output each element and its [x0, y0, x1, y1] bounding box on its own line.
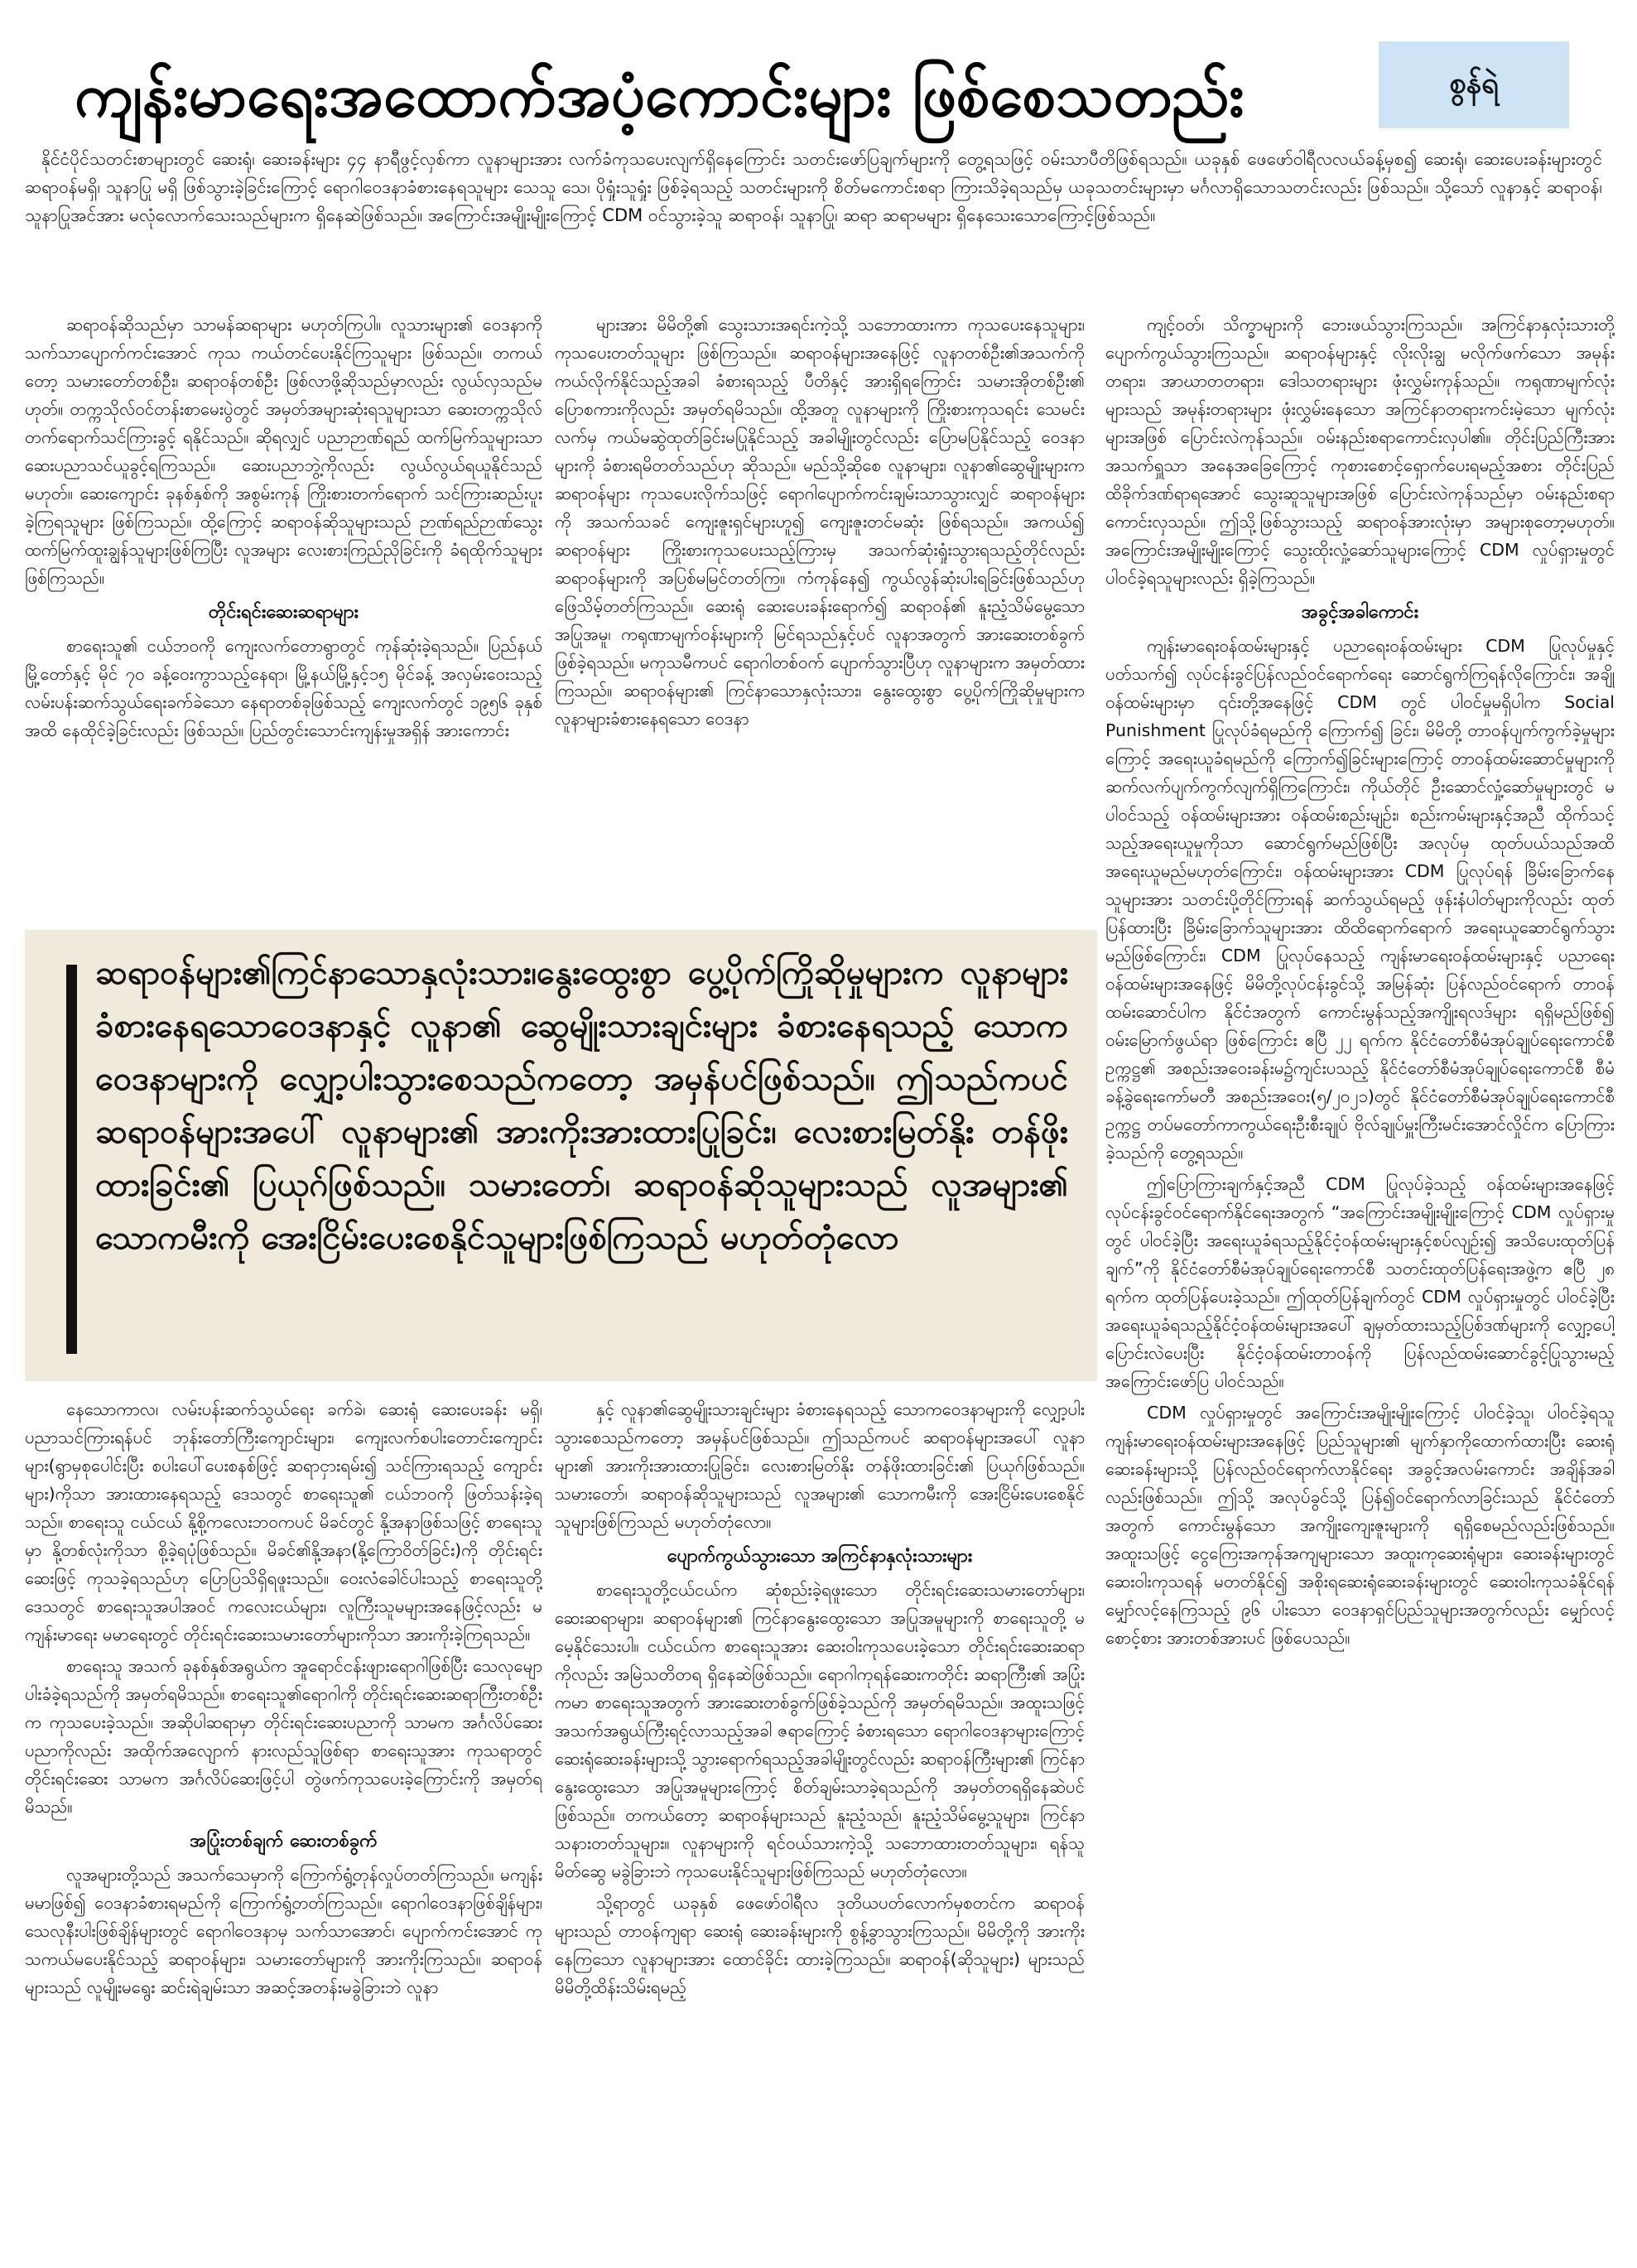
body-paragraph: နှင့် လူနာ၏ဆွေမျိုးသားချင်းများ ခံစားနေရသည့် သောကဝေဒနာများကို လျှော့ပါးသွားစေသည်ကတော့ အမှန်ပင်ဖြစ်သည်။ ဤသည်ကပင် ဆရာဝန်များအပေါ် လူနာများ၏ အားကိုးအားထားပြုခြင်း၊ လေးစားမြတ်နိုး တန်ဖိုးထားခြင်း၏ ပြယုဂ်ဖြစ်သည်။ သမားတော်၊ ဆရာဝန်ဆိုသူများသည် လူအများ၏ သောကမီးကို အေးငြိမ်းပေးစေနိုင်သူများဖြစ်ကြသည် မဟုတ်တုံလော။: [555, 1399, 1085, 1532]
section-heading: တိုင်းရင်းဆေးဆရာများ: [208, 602, 359, 623]
pull-quote-bar: [66, 965, 77, 1354]
body-paragraph: စာရေးသူတို့ငယ်ငယ်က ဆုံစည်းခဲ့ရဖူးသော တိုင်းရင်းဆေးသမားတော်များ၊ ဆေးဆရာများ၊ ဆရာဝန်များ၏ ကြင်နာနွေးထွေးသော အပြုအမူများကို စာရေးသူတို့ မမေ့နိုင်သေးပါ။ ငယ်ငယ်က စာရေးသူအား ဆေးဝါးကုသပေးခဲ့သော တိုင်းရင်းဆေးဆရာကိုလည်း အမြဲသတိတရ ရှိနေဆဲဖြစ်သည်။ ရောဂါကုရန်ဆေးကတိုင်း ဆရာကြီး၏ အပြုံးကမာ စာရေးသူအတွက် အားဆေးတစ်ခွက်ဖြစ်ခဲ့သည်ကို အမှတ်ရမိသည်။ အထူးသဖြင့် အသက်အရွယ်ကြီးရင့်လာသည့်အခါ ဇရာကြောင့် ခံစားရသော ရောဂါဝေဒနာများကြောင့် ဆေးရုံဆေးခန်းများသို့ သွားရောက်ရသည့်အခါမျိုးတွင်လည်း ဆရာဝန်ကြီးများ၏ ကြင်နာနွေးထွေးသော အပြုအမူများကြောင့် စိတ်ချမ်းသာခဲ့ရသည်ကို အမှတ်တရရှိနေဆဲပင်ဖြစ်သည်။ တကယ်တော့ ဆရာဝန်များသည် နူးညံ့သည်၊ နူးညံ့သိမ်မွေ့သူများ၊ ကြင်နာသနားတတ်သူများ။ လူနာများကို ရင်ဝယ်သားကဲ့သို့ သဘောထားတတ်သူများ၊ ရန်သူ မိတ်ဆွေ မခွဲခြားဘဲ ကုသပေးနိုင်သူများဖြစ်ကြသည် မဟုတ်တုံလော။: [555, 1580, 1085, 1881]
body-paragraph: လူအများတို့သည် အသက်သေမှာကို ကြောက်ရွံ့တုန်လှုပ်တတ်ကြသည်။ မကျန်းမမာဖြစ်၍ ဝေဒနာခံစားရမည်ကို ကြောက်ရွံ့တတ်ကြသည်။ ရောဂါဝေဒနာဖြစ်ချိန်များ၊ သေလုနီးပါးဖြစ်ချိန်များတွင် ရောဂါဝေဒနာမှ သက်သာအောင်၊ ပျောက်ကင်းအောင် ကုသကယ်မပေးနိုင်သည့် ဆရာဝန်များ၊ သမားတော်များကို အားကိုးကြသည်။ ဆရာဝန်များသည် လူမျိုးမရွေး ဆင်းရဲချမ်းသာ အဆင့်အတန်းမခွဲခြားဘဲ လူနာ: [25, 1865, 542, 1997]
body-paragraph: သို့ရာတွင် ယခုနှစ် ဖေဖော်ဝါရီလ ဒုတိယပတ်လောက်မှစတင်က ဆရာဝန်များသည် တာဝန်ကျရာ ဆေးရုံ ဆေးခန်းများကို စွန့်ခွာသွားကြသည်။ မိမိတို့ကို အားကိုးနေကြသော လူနာများအား ထောင်ခိုင်း ထားခဲ့ကြသည်။ ဆရာဝန်(ဆိုသူများ) များသည် မိမိတို့ထိန်းသိမ်းရမည့်: [555, 1893, 1085, 1997]
column-2-bottom: [555, 1395, 1085, 2252]
body-paragraph: နေသောကာလ၊ လမ်းပန်းဆက်သွယ်ရေး ခက်ခဲ၊ ဆေးရုံ ဆေးပေးခန်း မရှိ၊ ပညာသင်ကြားရန်ပင် ဘုန်းတော်ကြီးကျောင်းများ၊ ကျေးလက်စပါးတောင်းကျောင်းများ(ရွာမှစုပေါင်းပြီး စပါးပေါ်ပေးစနစ်ဖြင့် ဆရာငှားရမ်း၍ သင်ကြားရသည့် ကျောင်းများ)ကိုသာ အားထားနေရသည့် ဒေသတွင် စာရေးသူ၏ ငယ်ဘဝကို ဖြတ်သန်းခဲ့ရသည်။ စာရေးသူ ငယ်ငယ် နို့စို့ကလေးဘဝကပင် မိခင်တွင် နို့အနာဖြစ်သဖြင့် စာရေးသူမှာ နို့တစ်လုံးကိုသာ စို့ခဲ့ရပုံဖြစ်သည်။ မိခင်၏နို့အနာ(နို့ကြောဝိတ်ခြင်း)ကို တိုင်းရင်းဆေးဖြင့် ကုသခဲ့ရသည်ဟု ပြောပြသိရှိရဖူးသည်။ ဝေးလံခေါင်ပါးသည့် စာရေးသူတို့ဒေသတွင် စာရေးသူအပါအဝင် ကလေးငယ်များ၊ လူကြီးသူမများအနေဖြင့်လည်း မကျန်းမာရေး မမာရေးတွင် တိုင်းရင်းဆေးသမားတော်များကိုသာ အားကိုးခဲ့ကြရသည်။: [25, 1399, 542, 1644]
body-paragraph: CDM လှုပ်ရှားမှုတွင် အကြောင်းအမျိုးမျိုးကြောင့် ပါဝင်ခဲ့သူ၊ ပါဝင်ခဲ့ရသူ ကျန်းမာရေးဝန်ထမ်းများအနေဖြင့် ပြည်သူများ၏ မျက်နှာကိုထောက်ထားပြီး ဆေးရုံ ဆေးခန်းများသို့ ပြန်လည်ဝင်ရောက်လာနိုင်ရေး အခွင့်အလမ်းကောင်း အချိန်အခါလည်းဖြစ်သည်။ ဤသို့ အလုပ်ခွင်သို့ ပြန်၍ဝင်ရောက်လာခြင်းသည် နိုင်ငံတော်အတွက် ကောင်းမွန်သော အကျိုးကျေးဇူးများကို ရရှိစေမည်လည်းဖြစ်သည်။ အထူးသဖြင့် ငွေကြေးအကုန်အကျများသော အထူးကုဆေးရုံများ၊ ဆေးခန်းများတွင် ဆေးဝါးကုသရန် မတတ်နိုင်၍ အစိုးရဆေးရုံဆေးခန်းများတွင် ဆေးဝါးကုသခံနိုင်ရန် မျှော်လင့်နေကြသည့် ၉၆ ပါးသော ဝေဒနာရှင်ပြည်သူများအတွက်လည်း မျှော်လင့်စောင့်စား အားတစ်အားပင် ဖြစ်ပေသည်။: [1105, 1403, 1615, 1648]
column-1-bottom: [25, 1395, 542, 2252]
body-paragraph: ဤပြောကြားချက်နှင့်အညီ CDM ပြုလုပ်ခဲ့သည့် ဝန်ထမ်းများအနေဖြင့် လုပ်ငန်းခွင်ဝင်ရောက်နိုင်ရေးအတွက် “အကြောင်းအမျိုးမျိုးကြောင့် CDM လှုပ်ရှားမှုတွင် ပါဝင်ခဲ့ပြီး အရေးယူခံရသည့်နိုင်ငံ့ဝန်ထမ်းများနှင့်စပ်လျဉ်း၍ အသိပေးထုတ်ပြန်ချက်”ကို နိုင်ငံတော်စီမံအုပ်ချုပ်ရေးကောင်စီ သတင်းထုတ်ပြန်ရေးအဖွဲ့က ဧပြီ ၂၈ ရက်က ထုတ်ပြန်ပေးခဲ့သည်။ ဤထုတ်ပြန်ချက်တွင် CDM လှုပ်ရှားမှုတွင် ပါဝင်ခဲ့ပြီး အရေးယူခံရသည့်နိုင်ငံ့ဝန်ထမ်းများအပေါ် ချမှတ်ထားသည့်ပြစ်ဒဏ်များကို လျှော့ပေါ့ပြောင်းလဲပေးပြီး နိုင်ငံ့ဝန်ထမ်းတာဝန်ကို ပြန်လည်ထမ်းဆောင်ခွင့်ပြုသွားမည့် အကြောင်းဖော်ပြ ပါဝင်သည်။: [1105, 1174, 1615, 1391]
body-paragraph: ကျင့်ဝတ်၊ သိက္ခာများကို ဘေးဖယ်သွားကြသည်။ အကြင်နာနှလုံးသားတို့ ပျောက်ကွယ်သွားကြသည်။ ဆရာဝန်များနှင့် လိုးလိုးချွ မလိုက်ဖက်သော အမုန်းတရား၊ အာဃာတတရား၊ ဒေါသတရားများ ဖုံးလွှမ်းကုန်သည်။ ကရုဏာမျက်လုံးများသည် အမုန်းတရားများ ဖုံးလွှမ်းနေသော အကြင်နာတရားကင်းမဲ့သော မျက်လုံးများအဖြစ် ပြောင်းလဲကုန်သည်။ ဝမ်းနည်းစရာကောင်းလှပါ၏။ တိုင်းပြည်ကြီးအား အသက်ရှူသာ အနေအခြေကြောင့် ကုစားစောင့်ရှောက်ပေးရမည့်အစား တိုင်းပြည် ထိခိုက်ဒဏ်ရာရအောင် သွေးဆူသူများအဖြစ် ပြောင်းလဲကုန်သည်မှာ ဝမ်းနည်းစရာကောင်းလှသည်။ ဤသို့ဖြစ်သွားသည့် ဆရာဝန်အားလုံးမှာ အများစုတော့မဟုတ်။ အကြောင်းအမျိုးမျိုးကြောင့် သွေးထိုးလှုံ့ဆော်သူများကြောင့် CDM လှုပ်ရှားမှုတွင် ပါဝင်ခဲ့ရသူများလည်း ရှိခဲ့ကြသည်။: [1105, 315, 1615, 588]
author-byline: စွန်ရဲ: [1379, 41, 1569, 128]
article-title: ကျန်းမာရေးအထောက်အပံ့ကောင်းများ ဖြစ်စေသတည်း: [75, 60, 1245, 130]
body-paragraph: စာရေးသူ အသက် ခုနစ်နှစ်အရွယ်က အူရောင်ငန်းဖျားရောဂါဖြစ်ပြီး သေလုမျောပါးခံခဲ့ရသည်ကို အမှတ်ရမိသည်။ စာရေးသူ၏ရောဂါကို တိုင်းရင်းဆေးဆရာကြီးတစ်ဦးက ကုသပေးခဲ့သည်။ အဆိုပါဆရာမှာ တိုင်းရင်းဆေးပညာကို သာမက အင်္ဂလိပ်ဆေးပညာကိုလည်း အထိုက်အလျောက် နားလည်သူဖြစ်ရာ စာရေးသူအား ကုသရာတွင် တိုင်းရင်းဆေး သာမက အင်္ဂလိပ်ဆေးဖြင့်ပါ တွဲဖက်ကုသပေးခဲ့ကြောင်းကို အမှတ်ရမိသည်။: [25, 1656, 542, 1817]
section-heading: အပြုံးတစ်ချက် ဆေးတစ်ခွက်: [190, 1831, 378, 1851]
section-heading: အခွင့်အခါကောင်း: [1301, 602, 1419, 623]
section-heading: ပျောက်ကွယ်သွားသော အကြင်နာနှလုံးသားများ: [667, 1546, 973, 1567]
body-paragraph: များအား မိမိတို့၏ သွေးသားအရင်းကဲ့သို့ သဘောထားကာ ကုသပေးနေသူများ၊ ကုသပေးတတ်သူများ ဖြစ်ကြသည်။ ဆရာဝန်များအနေဖြင့် လူနာတစ်ဦး၏အသက်ကို ကယ်လိုက်နိုင်သည့်အခါ ခံစားရသည့် ပီတိနှင့် အားရှိရကြောင်း သမားအိုတစ်ဦး၏ ပြောစကားကိုလည်း အမှတ်ရမိသည်။ ထို့အတူ လူနာများကို ကြိုးစားကုသရင်း သေမင်းလက်မှ ကယ်မဆွဲထုတ်ခြင်းမပြုနိုင်သည့် အခါမျိုးတွင်လည်း ပြောမပြနိုင်သည့် ဝေဒနာများကို ခံစားရမိတတ်သည်ဟု ဆိုသည်။ မည်သို့ဆိုစေ လူနာများ၊ လူနာ၏ဆွေမျိုးများက ဆရာဝန်များ ကုသပေးလိုက်သဖြင့် ရောဂါပျောက်ကင်းချမ်းသာသွားလျှင် ဆရာဝန်များကို အသက်သခင် ကျေးဇူးရှင်များဟူ၍ ကျေးဇူးတင်မဆုံး ဖြစ်ရသည်။ အကယ်၍ ဆရာဝန်များ ကြိုးစားကုသပေးသည့်ကြားမှ အသက်ဆုံးရှုံးသွားရသည့်တိုင်လည်း ဆရာဝန်များကို အပြစ်မမြင်တတ်ကြ။ ကံကုန်နေ၍ ကွယ်လွန်ဆုံးပါးရခြင်းဖြစ်သည်ဟု ဖြေသိမ့်တတ်ကြသည်။ ဆေးရုံ ဆေးပေးခန်းရောက်၍ ဆရာဝန်၏ နူးညံ့သိမ်မွေ့သောအပြုအမူ၊ ကရုဏာမျက်ဝန်းများကို မြင်ရသည်နှင့်ပင် လူနာအတွက် အားဆေးတစ်ခွက်ဖြစ်ခဲ့ရသည်။ မကုသမီကပင် ရောဂါတစ်ဝက် ပျောက်သွားပြီဟု လူနာများက အမှတ်ထားကြသည်။ ဆရာဝန်များ၏ ကြင်နာသောနှလုံးသား၊ နွေးထွေးစွာ ပွေ့ပိုက်ကြိုဆိုမှုများက လူနာများခံစားနေရသော ဝေဒနာ: [555, 315, 1085, 729]
column-1-top: [25, 311, 542, 919]
body-paragraph: စာရေးသူ၏ ငယ်ဘဝကို ကျေးလက်တောရွာတွင် ကုန်ဆုံးခဲ့ရသည်။ ပြည်နယ် မြို့တော်နှင့် မိုင် ၇၀ ခန့်ဝေးကွာသည့်နေရာ၊ မြို့နယ်မြို့နှင့်၁၅ မိုင်ခန့် အလှမ်းဝေးသည့် လမ်းပန်းဆက်သွယ်ရေးခက်ခဲသော နေရာတစ်ခုဖြစ်သည့် ကျေးလက်တွင် ၁၉၅၆ ခုနှစ်အထိ နေထိုင်ခဲ့ခြင်းလည်း ဖြစ်သည်။ ပြည်တွင်းသောင်းကျန်းမှုအရှိန် အားကောင်း: [25, 636, 542, 740]
column-2-top: [555, 311, 1085, 919]
column-3-full: [1105, 311, 1615, 2252]
pull-quote-text: ဆရာဝန်များ၏ကြင်နာသောနှလုံးသား၊နွေးထွေးစွာ ပွေ့ပိုက်ကြိုဆိုမှုများက လူနာများခံစားနေရသောဝေဒနာနှင့် လူနာ၏ ဆွေမျိုးသားချင်းများ ခံစားနေရသည့် သောကဝေဒနာများကို လျှော့ပါးသွားစေသည်ကတော့ အမှန်ပင်ဖြစ်သည်။ ဤသည်ကပင် ဆရာဝန်များအပေါ် လူနာများ၏ အားကိုးအားထားပြုခြင်း၊ လေးစားမြတ်နိုး တန်ဖိုးထားခြင်း၏ ပြယုဂ်ဖြစ်သည်။ သမားတော်၊ ဆရာဝန်ဆိုသူများသည် လူအများ၏ သောကမီးကို အေးငြိမ်းပေးစေနိုင်သူများဖြစ်ကြသည် မဟုတ်တုံလော: [95, 954, 1068, 1257]
body-paragraph: ဆရာဝန်ဆိုသည်မှာ သာမန်ဆရာများ မဟုတ်ကြပါ။ လူသားများ၏ ဝေဒနာကို သက်သာပျောက်ကင်းအောင် ကုသ ကယ်တင်ပေးနိုင်ကြသူများ ဖြစ်သည်။ တကယ်တော့ သမားတော်တစ်ဦး၊ ဆရာဝန်တစ်ဦး ဖြစ်လာဖို့ဆိုသည်မှာလည်း လွယ်လှသည်မဟုတ်။ တက္ကသိုလ်ဝင်တန်းစာမေးပွဲတွင် အမှတ်အများဆုံးရသူများသာ ဆေးတက္ကသိုလ် တက်ရောက်သင်ကြားခွင့် ရနိုင်သည်။ ဆိုရလျှင် ပညာဉာဏ်ရည် ထက်မြက်သူများသာ ဆေးပညာသင်ယူခွင့်ရကြသည်။ ဆေးပညာဘွဲ့ကိုလည်း လွယ်လွယ်ရယူနိုင်သည်မဟုတ်။ ဆေးကျောင်း ခုနစ်နှစ်ကို အစွမ်းကုန် ကြိုးစားတက်ရောက် သင်ကြားဆည်းပူးခဲ့ကြရသူများ ဖြစ်ကြသည်။ ထို့ကြောင့် ဆရာဝန်ဆိုသူများသည် ဉာဏ်ရည်ဉာဏ်သွေး ထက်မြက်ထူးချွန်သူများဖြစ်ကြပြီး လူအများ လေးစားကြည်ညိုခြင်းကို ခံရထိုက်သူများ ဖြစ်ကြသည်။: [25, 315, 542, 588]
article-intro: နိုင်ငံပိုင်သတင်းစာများတွင် ဆေးရုံ၊ ဆေးခန်းများ ၄၄ နာရီဖွင့်လှစ်ကာ လူနာများအား လက်ခံကုသပေးလျက်ရှိနေကြောင်း သတင်းဖော်ပြချက်များကို တွေ့ရသဖြင့် ဝမ်းသာပီတိဖြစ်ရသည်။ ယခုနှစ် ဖေဖော်ဝါရီလလယ်ခန့်မှစ၍ ဆေးရုံ၊ ဆေးပေးခန်းများတွင် ဆရာဝန်မရှိ၊ သူနာပြု မရှိ ဖြစ်သွားခဲ့ခြင်းကြောင့် ရောဂါဝေဒနာခံစားနေရသူများ သေသူ သေ၊ ပိုရှုံးသူရှုံး ဖြစ်ခဲ့ရသည့် သတင်းများကို စိတ်မကောင်းစရာ ကြားသိခဲ့ရသည်မှ ယခုသတင်းများမှာ မင်္ဂလာရှိသောသတင်းလည်း ဖြစ်သည်။ သို့သော် လူနာနှင့် ဆရာဝန်၊ သူနာပြုအင်အား မလုံလောက်သေးသည်များက ရှိနေဆဲဖြစ်သည်။ အကြောင်းအမျိုးမျိုးကြောင့် CDM ဝင်သွားခဲ့သူ ဆရာဝန်၊ သူနာပြု၊ ဆရာ ဆရာမများ ရှိနေသေးသောကြောင့်ဖြစ်သည်။: [25, 149, 1602, 225]
body-paragraph: ကျန်းမာရေးဝန်ထမ်းများနှင့် ပညာရေးဝန်ထမ်းများ CDM ပြုလုပ်မှုနှင့်ပတ်သက်၍ လုပ်ငန်းခွင်ပြန်လည်ဝင်ရောက်ရေး ဆောင်ရွက်ကြရန်လိုကြောင်း၊ အချို့ဝန်ထမ်းများမှာ ၎င်းတို့အနေဖြင့် CDM တွင် ပါဝင်မှုမရှိပါက Social Punishment ပြုလုပ်ခံရမည်ကို ကြောက်၍ ခြင်း၊ မိမိတို့ တာဝန်ပျက်ကွက်ခဲ့မှုများကြောင့် အရေးယူခံရမည်ကို ကြောက်၍ခြင်းများကြောင့် တာဝန်ထမ်းဆောင်မှုများကို ဆက်လက်ပျက်ကွက်လျက်ရှိကြကြောင်း၊ ကိုယ်တိုင် ဦးဆောင်လှုံ့ဆော်မှုများတွင် မပါဝင်သည့် ဝန်ထမ်းများအား ဝန်ထမ်းစည်းမျဉ်း၊ စည်းကမ်းများနှင့်အညီ ထိုက်သင့်သည့်အရေးယူမှုကိုသာ ဆောင်ရွက်မည်ဖြစ်ပြီး အလုပ်မှ ထုတ်ပယ်သည်အထိ အရေးယူမည်မဟုတ်ကြောင်း၊ ဝန်ထမ်းများအား CDM ပြုလုပ်ရန် ခြိမ်းခြောက်နေသူများအား သတင်းပို့တိုင်ကြားရန် ဆက်သွယ်ရမည့် ဖုန်းနံပါတ်များကိုလည်း ထုတ်ပြန်ထားပြီး ခြိမ်းခြောက်သူများအား ထိထိရောက်ရောက် အရေးယူဆောင်ရွက်သွားမည်ဖြစ်ကြောင်း၊ CDM ပြုလုပ်နေသည့် ကျန်းမာရေးဝန်ထမ်းများနှင့် ပညာရေးဝန်ထမ်းများအနေဖြင့် မိမိတို့လုပ်ငန်းခွင်သို့ အမြန်ဆုံး ပြန်လည်ဝင်ရောက် တာဝန်ထမ်းဆောင်ပါက နိုင်ငံအတွက် ကောင်းမွန်သည့်အကျိုးရလဒ်များ ရရှိမည်ဖြစ်၍ ဝမ်းမြောက်ဖွယ်ရာ ဖြစ်ကြောင်း ဧပြီ ၂၂ ရက်က နိုင်ငံတော်စီမံအုပ်ချုပ်ရေးကောင်စီဥက္ကဋ္ဌ၏ အစည်းအဝေးခန်းမ၌ကျင်းပသည့် နိုင်ငံတော်စီမံအုပ်ချုပ်ရေးကောင်စီ စီမံခန့်ခွဲရေးကော်မတီ အစည်းအဝေး(၅/၂၀၂၁)တွင် နိုင်ငံတော်စီမံအုပ်ချုပ်ရေးကောင်စီဥက္ကဋ္ဌ တပ်မတော်ကာကွယ်ရေးဦးစီးချုပ် ဗိုလ်ချုပ်မှူးကြီးမင်းအောင်လှိုင်က ပြောကြားခဲ့သည်ကို တွေ့ရသည်။: [1105, 636, 1615, 1163]
pull-quote-box: [25, 930, 1097, 1381]
